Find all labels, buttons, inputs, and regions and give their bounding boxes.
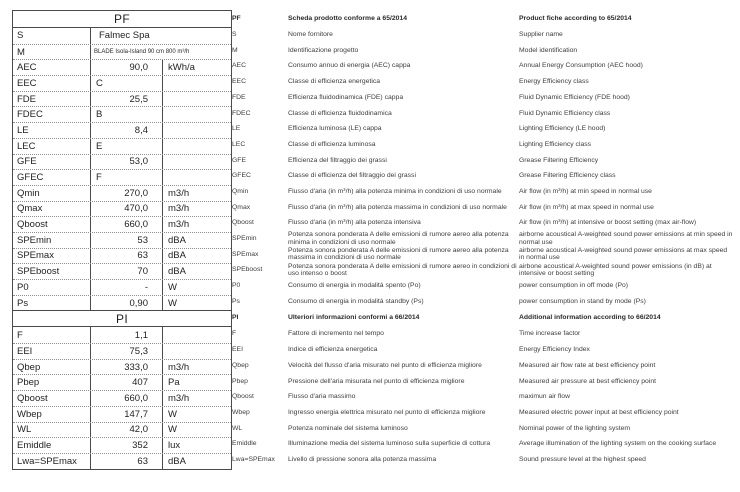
desc-text-en: Energy Efficiency Index bbox=[519, 346, 590, 354]
row-value: BLADE Isola-Island 90 cm 800 m³/h bbox=[94, 49, 190, 56]
desc-row-en-Ps bbox=[519, 294, 733, 310]
desc-text-en: Annual Energy Consumption (AEC hood) bbox=[519, 62, 643, 70]
table-row-Qmin bbox=[13, 185, 231, 201]
row-value: 660,0 bbox=[91, 217, 163, 232]
table-row-Pbep bbox=[13, 374, 231, 390]
row-code: GFE bbox=[13, 155, 91, 170]
row-code: SPEmax bbox=[13, 249, 91, 264]
desc-code: P0 bbox=[232, 282, 241, 290]
desc-row-en-S bbox=[519, 27, 733, 43]
desc-text-it: Efficienza luminosa (LE) cappa bbox=[288, 125, 382, 133]
desc-text-it: Identificazione progetto bbox=[288, 46, 359, 54]
table-row-Ps bbox=[13, 295, 231, 311]
row-unit: kWh/a bbox=[168, 62, 195, 74]
desc-row-en-FDE bbox=[519, 90, 733, 106]
row-code: S bbox=[13, 28, 91, 44]
desc-text-en: Lighting Efficiency (LE hood) bbox=[519, 125, 606, 133]
desc-text-it: Consumo annuo di energia (AEC) cappa bbox=[288, 62, 411, 70]
desc-text-it: Flusso d'aria (in m³/h) alla potenza minima in condizioni di uso normale bbox=[288, 187, 502, 195]
desc-code: Pbep bbox=[232, 377, 248, 385]
desc-row-it-LE bbox=[232, 121, 519, 137]
desc-code: Lwa=SPEmax bbox=[232, 455, 275, 463]
table-row-P0 bbox=[13, 279, 231, 295]
row-unit: m3/h bbox=[168, 219, 190, 231]
desc-row-it-P0 bbox=[232, 278, 519, 294]
desc-row-it-M bbox=[232, 43, 519, 59]
row-code: Qmax bbox=[13, 202, 91, 217]
row-value: 147,7 bbox=[91, 407, 163, 422]
desc-row-it-LEC bbox=[232, 137, 519, 153]
descriptions-italian bbox=[232, 10, 519, 468]
desc-text-en: airborne acoustical A-weighted sound power emissions at min speed in normal use bbox=[519, 231, 733, 246]
desc-row-it-Emiddle bbox=[232, 436, 519, 452]
desc-text-it: Classe di efficienza fluidodinamica bbox=[288, 109, 392, 117]
desc-row-it-Qmax bbox=[232, 200, 519, 216]
row-value: 270,0 bbox=[91, 186, 163, 201]
table-row-Qboost bbox=[13, 216, 231, 232]
desc-row-en-Emiddle bbox=[519, 436, 733, 452]
desc-row-it-Qbep bbox=[232, 358, 519, 374]
desc-row-en-Qmin bbox=[519, 184, 733, 200]
desc-text-en: Measured air flow rate at best efficiency point bbox=[519, 361, 656, 369]
desc-row-it-EEI bbox=[232, 342, 519, 358]
desc-row-en-Pbep bbox=[519, 373, 733, 389]
desc-text-en: Time increase factor bbox=[519, 330, 581, 338]
row-code: EEI bbox=[13, 344, 91, 359]
desc-row-it-Qboost bbox=[232, 389, 519, 405]
desc-code: S bbox=[232, 31, 237, 39]
desc-text-en: Fluid Dynamic Efficiency class bbox=[519, 109, 611, 117]
desc-text-en: Lighting Efficiency class bbox=[519, 140, 592, 148]
table-row-GFE bbox=[13, 154, 231, 170]
row-code: AEC bbox=[13, 60, 91, 75]
desc-text-en: Measured electric power input at best efficiency point bbox=[519, 408, 679, 416]
desc-row-it-FDEC bbox=[232, 105, 519, 121]
desc-row-it-EEC bbox=[232, 74, 519, 90]
desc-code: Qbep bbox=[232, 361, 249, 369]
table-section-title: PI bbox=[116, 311, 128, 326]
row-value: - bbox=[91, 280, 163, 295]
row-code: Wbep bbox=[13, 407, 91, 422]
desc-text-it: Indice di efficienza energetica bbox=[288, 346, 378, 354]
row-value: 8,4 bbox=[91, 123, 163, 138]
row-code: GFEC bbox=[13, 170, 91, 185]
desc-text-it: Flusso d'aria (in m³/h) alla potenza massima in condizioni di uso normale bbox=[288, 203, 507, 211]
desc-text-en: airborne acoustical A-weighted sound power emissions at max speed in normal use bbox=[519, 246, 728, 262]
row-value: 70 bbox=[91, 264, 163, 279]
desc-text-en: Average illumination of the lighting system on the cooking surface bbox=[519, 440, 717, 448]
row-value: C bbox=[91, 76, 163, 91]
desc-row-en-P0 bbox=[519, 278, 733, 294]
desc-row-it-WL bbox=[232, 421, 519, 437]
desc-row-en-Qboost bbox=[519, 389, 733, 405]
table-row-Qmax bbox=[13, 201, 231, 217]
row-unit: lux bbox=[168, 440, 181, 452]
desc-row-en-AEC bbox=[519, 58, 733, 74]
desc-row-en-LE bbox=[519, 121, 733, 137]
desc-row-en-EEC bbox=[519, 74, 733, 90]
table-row-FDEC bbox=[13, 106, 231, 122]
desc-code: M bbox=[232, 46, 238, 54]
desc-row-it-Lwa=SPEmax bbox=[232, 452, 519, 468]
row-code: SPEboost bbox=[13, 264, 91, 279]
desc-text-en: power consumption in stand by mode (Ps) bbox=[519, 297, 646, 305]
row-value: 75,3 bbox=[91, 344, 163, 359]
desc-text-en: airbone acoustical A-weighted sound power emissions (in dB) at intensive or boost setting bbox=[519, 262, 712, 278]
desc-row-en-GFEC bbox=[519, 168, 733, 184]
desc-code: SPEmax bbox=[232, 250, 259, 258]
desc-row-it-PF bbox=[232, 10, 519, 27]
desc-text-en: Grease Filtering Efficiency class bbox=[519, 172, 616, 180]
row-unit: W bbox=[168, 281, 177, 293]
row-code: Emiddle bbox=[13, 438, 91, 453]
desc-row-it-GFEC bbox=[232, 168, 519, 184]
desc-text-it: Scheda prodotto conforme a 65/2014 bbox=[288, 14, 407, 22]
row-value: 407 bbox=[91, 375, 163, 390]
row-unit: W bbox=[168, 297, 177, 309]
table-row-FDE bbox=[13, 91, 231, 107]
table-row-S bbox=[13, 28, 231, 44]
desc-text-en: Energy Efficiency class bbox=[519, 78, 589, 86]
row-code: P0 bbox=[13, 280, 91, 295]
desc-row-it-Qboost bbox=[232, 215, 519, 231]
desc-code: LEC bbox=[232, 140, 246, 148]
row-code: Qboost bbox=[13, 217, 91, 232]
table-section-title: PF bbox=[114, 12, 130, 26]
desc-row-en-M bbox=[519, 43, 733, 59]
row-value: 1,1 bbox=[91, 327, 163, 343]
table-row-Wbep bbox=[13, 406, 231, 422]
desc-row-en-Qmax bbox=[519, 200, 733, 216]
table-row-WL bbox=[13, 422, 231, 438]
desc-text-en: maximun air flow bbox=[519, 393, 570, 401]
desc-text-it: Fattore di incremento nel tempo bbox=[288, 330, 384, 338]
row-code: Qbep bbox=[13, 360, 91, 375]
desc-text-it: Nome fornitore bbox=[288, 31, 333, 39]
desc-row-en-Qboost bbox=[519, 215, 733, 231]
table-row-M bbox=[13, 44, 231, 60]
row-value: F bbox=[91, 170, 163, 185]
desc-text-en: Air flow (in m³/h) at max speed in normal use bbox=[519, 203, 654, 211]
row-value: 333,0 bbox=[91, 360, 163, 375]
desc-text-en: Supplier name bbox=[519, 31, 563, 39]
desc-row-en-EEI bbox=[519, 342, 733, 358]
row-code: WL bbox=[13, 423, 91, 438]
desc-text-it: Pressione dell'aria misurata nel punto di efficienza migliore bbox=[288, 377, 465, 385]
row-code: FDE bbox=[13, 92, 91, 107]
desc-code: GFE bbox=[232, 156, 246, 164]
row-value: B bbox=[91, 107, 163, 122]
row-code: EEC bbox=[13, 76, 91, 91]
desc-text-it: Illuminazione media del sistema luminoso sulla superficie di cottura bbox=[288, 440, 491, 448]
row-value: 53,0 bbox=[91, 155, 163, 170]
table-row-SPEmax bbox=[13, 248, 231, 264]
table-row-Qboost bbox=[13, 390, 231, 406]
desc-row-it-Pbep bbox=[232, 373, 519, 389]
desc-text-it: Potenza sonora ponderata A delle emissioni di rumore aereo alla potenza massima in condizioni di uso normale bbox=[288, 246, 509, 262]
table-row-SPEboost bbox=[13, 263, 231, 279]
desc-text-it: Potenza nominale del sistema luminoso bbox=[288, 424, 408, 432]
row-value: Falmec Spa bbox=[99, 30, 150, 42]
desc-code: EEI bbox=[232, 346, 243, 354]
row-value: 0,90 bbox=[91, 296, 163, 311]
desc-code: SPEmin bbox=[232, 235, 257, 243]
desc-text-en: Fluid Dynamic Efficiency (FDE hood) bbox=[519, 93, 630, 101]
desc-code: AEC bbox=[232, 62, 246, 70]
desc-text-en: Grease Filtering Efficiency bbox=[519, 156, 599, 164]
row-unit: m3/h bbox=[168, 187, 190, 199]
desc-row-en-Qbep bbox=[519, 358, 733, 374]
row-code: LE bbox=[13, 123, 91, 138]
table-row-SPEmin bbox=[13, 232, 231, 248]
desc-code: LE bbox=[232, 125, 241, 133]
desc-row-it-Ps bbox=[232, 294, 519, 310]
desc-text-it: Velocità del flusso d'aria misurato nel punto di efficienza migliore bbox=[288, 361, 482, 369]
row-value: 63 bbox=[91, 454, 163, 469]
row-unit: m3/h bbox=[168, 203, 190, 215]
table-row-EEI bbox=[13, 343, 231, 359]
row-value: 53 bbox=[91, 233, 163, 248]
desc-text-en: Air flow (in m³/h) at min speed in normal use bbox=[519, 187, 652, 195]
row-value: 42,0 bbox=[91, 423, 163, 438]
desc-code: SPEboost bbox=[232, 266, 263, 274]
table-row-Emiddle bbox=[13, 437, 231, 453]
row-code: Lwa=SPEmax bbox=[13, 454, 91, 469]
desc-row-it-SPEmin bbox=[232, 231, 519, 247]
desc-row-en-FDEC bbox=[519, 105, 733, 121]
desc-code: Qboost bbox=[232, 393, 254, 401]
desc-text-en: Additional information according to 66/2014 bbox=[519, 314, 661, 322]
desc-code: WL bbox=[232, 424, 243, 432]
desc-text-it: Consumo di energia in modalità spento (Po) bbox=[288, 282, 421, 290]
desc-row-it-FDE bbox=[232, 90, 519, 106]
row-value: 660,0 bbox=[91, 391, 163, 406]
desc-row-en-Wbep bbox=[519, 405, 733, 421]
desc-text-it: Potenza sonora ponderata A delle emissioni di rumore aereo in condizioni di uso intenso o boost bbox=[288, 262, 517, 278]
desc-code: PF bbox=[232, 14, 241, 22]
desc-row-it-SPEmax bbox=[232, 247, 519, 263]
row-value: E bbox=[91, 139, 163, 154]
table-row-Lwa=SPEmax bbox=[13, 453, 231, 469]
desc-text-it: Classe di efficienza del filtraggio dei grassi bbox=[288, 172, 416, 180]
table-row-PF bbox=[13, 11, 231, 28]
desc-text-it: Flusso d'aria (in m³/h) alla potenza intensiva bbox=[288, 219, 421, 227]
desc-text-it: Ulteriori informazioni conformi a 66/2014 bbox=[288, 314, 420, 322]
desc-row-it-PI bbox=[232, 309, 519, 326]
desc-code: FDE bbox=[232, 93, 246, 101]
row-value: 352 bbox=[91, 438, 163, 453]
desc-code: Wbep bbox=[232, 408, 250, 416]
table-row-EEC bbox=[13, 75, 231, 91]
desc-row-en-PF bbox=[519, 10, 733, 27]
desc-code: EEC bbox=[232, 78, 246, 86]
row-value: 25,5 bbox=[91, 92, 163, 107]
desc-text-it: Efficienza del filtraggio dei grassi bbox=[288, 156, 387, 164]
desc-text-en: power consumption in off mode (Po) bbox=[519, 282, 629, 290]
row-unit: dBA bbox=[168, 266, 186, 278]
desc-text-it: Ingresso energia elettrica misurato nel punto di efficienza migliore bbox=[288, 408, 486, 416]
table-row-GFEC bbox=[13, 169, 231, 185]
desc-row-en-LEC bbox=[519, 137, 733, 153]
table-row-PI bbox=[13, 310, 231, 327]
row-code: FDEC bbox=[13, 107, 91, 122]
desc-text-en: Nominal power of the lighting system bbox=[519, 424, 631, 432]
desc-code: Qmax bbox=[232, 203, 251, 211]
desc-text-it: Potenza sonora ponderata A delle emissioni di rumore aereo alla potenza minima in condizioni di uso normale bbox=[288, 231, 509, 246]
desc-row-en-GFE bbox=[519, 153, 733, 169]
row-value: 90,0 bbox=[91, 60, 163, 75]
desc-code: GFEC bbox=[232, 172, 251, 180]
desc-text-it: Livello di pressione sonora alla potenza massima bbox=[288, 455, 437, 463]
desc-row-it-Qmin bbox=[232, 184, 519, 200]
row-value: 63 bbox=[91, 249, 163, 264]
row-unit: m3/h bbox=[168, 392, 190, 404]
row-unit: Pa bbox=[168, 377, 180, 389]
row-code: Qmin bbox=[13, 186, 91, 201]
desc-row-en-SPEmin bbox=[519, 231, 733, 247]
row-unit: W bbox=[168, 408, 177, 420]
desc-code: Emiddle bbox=[232, 440, 257, 448]
desc-text-it: Flusso d'aria massimo bbox=[288, 393, 356, 401]
specs-table bbox=[12, 10, 232, 470]
desc-row-it-AEC bbox=[232, 58, 519, 74]
desc-row-en-PI bbox=[519, 309, 733, 326]
desc-text-en: Model identification bbox=[519, 46, 578, 54]
table-row-F bbox=[13, 327, 231, 343]
desc-row-it-SPEboost bbox=[232, 262, 519, 278]
table-row-Qbep bbox=[13, 359, 231, 375]
table-row-AEC bbox=[13, 59, 231, 75]
desc-row-en-WL bbox=[519, 421, 733, 437]
row-code: F bbox=[13, 327, 91, 343]
desc-row-en-SPEboost bbox=[519, 262, 733, 278]
desc-code: Qboost bbox=[232, 219, 254, 227]
desc-code: FDEC bbox=[232, 109, 251, 117]
descriptions-english bbox=[519, 10, 733, 468]
desc-text-it: Efficienza fluidodinamica (FDE) cappa bbox=[288, 93, 404, 101]
row-code: Pbep bbox=[13, 375, 91, 390]
desc-row-en-F bbox=[519, 326, 733, 342]
desc-row-en-Lwa=SPEmax bbox=[519, 452, 733, 468]
table-row-LEC bbox=[13, 138, 231, 154]
row-code: Qboost bbox=[13, 391, 91, 406]
desc-code: Qmin bbox=[232, 187, 249, 195]
row-unit: W bbox=[168, 424, 177, 436]
table-row-LE bbox=[13, 122, 231, 138]
row-code: SPEmin bbox=[13, 233, 91, 248]
row-code: Ps bbox=[13, 296, 91, 311]
desc-row-it-F bbox=[232, 326, 519, 342]
desc-row-it-GFE bbox=[232, 153, 519, 169]
row-unit: dBA bbox=[168, 455, 186, 467]
desc-code: F bbox=[232, 330, 237, 338]
desc-text-it: Classe di efficienza energetica bbox=[288, 78, 381, 86]
desc-row-en-SPEmax bbox=[519, 247, 733, 263]
desc-row-it-Wbep bbox=[232, 405, 519, 421]
desc-text-en: Sound pressure level at the highest speed bbox=[519, 455, 646, 463]
desc-text-it: Classe di efficienza luminosa bbox=[288, 140, 376, 148]
row-value: 470,0 bbox=[91, 202, 163, 217]
row-unit: m3/h bbox=[168, 361, 190, 373]
desc-text-en: Air flow (in m³/h) at intensive or boost setting (max air-flow) bbox=[519, 219, 697, 227]
desc-text-it: Consumo di energia in modalità standby (Ps) bbox=[288, 297, 424, 305]
desc-text-en: Product fiche according to 65/2014 bbox=[519, 14, 632, 22]
desc-text-en: Measured air pressure at best efficiency point bbox=[519, 377, 657, 385]
row-code: LEC bbox=[13, 139, 91, 154]
desc-code: Ps bbox=[232, 297, 240, 305]
desc-row-it-S bbox=[232, 27, 519, 43]
desc-code: PI bbox=[232, 314, 239, 322]
row-unit: dBA bbox=[168, 250, 186, 262]
row-unit: dBA bbox=[168, 234, 186, 246]
row-code: M bbox=[13, 45, 91, 60]
